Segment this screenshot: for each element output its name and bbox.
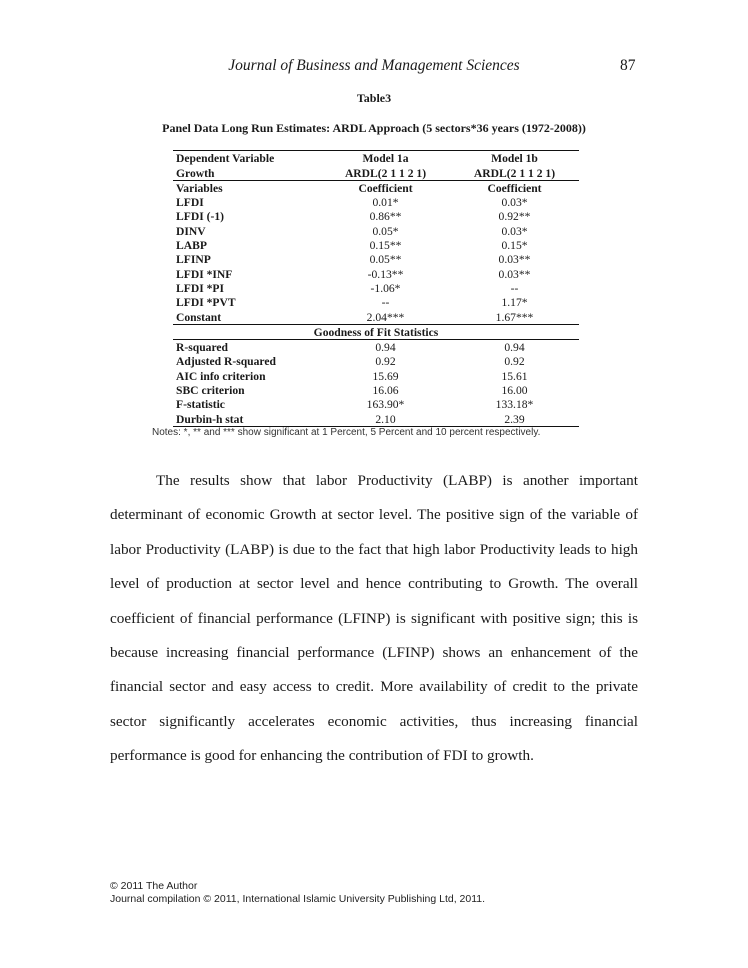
variable-cell: LFDI (-1) [176,210,224,224]
table-label: Table3 [356,91,392,105]
journal-title: Journal of Business and Management Sciences [228,57,520,74]
value-cell: 0.94 [504,341,525,355]
table-row [173,397,579,411]
table-row [173,309,579,324]
footer-copyright: © 2011 The Author [110,880,198,892]
table-subheader-row [173,180,579,195]
statistic-cell: R-squared [176,341,228,355]
header-cell: ARDL(2 1 1 2 1) [450,165,579,180]
table-row [173,281,579,295]
table-row [173,295,579,309]
value-cell: 2.39 [450,411,579,426]
variable-cell: LFINP [176,253,211,267]
table-header-row [173,165,579,180]
variable-cell: Constant [176,310,222,324]
value-cell: 0.05** [369,253,402,267]
table-row [173,252,579,266]
table-row [173,238,579,252]
value-cell: 0.03** [498,267,531,281]
value-cell: -0.13** [367,267,404,281]
table-row [173,266,579,280]
value-cell: 163.90* [366,398,405,412]
table-row [173,354,579,368]
gof-title-row [173,324,579,339]
value-cell: 133.18* [495,398,534,412]
body-text [110,464,638,774]
variable-cell: LFDI [176,196,204,210]
value-cell: 0.92 [504,355,525,369]
table-row [173,209,579,223]
header-cell: Growth [173,165,321,180]
variable-cell: LFDI *PI [176,281,224,295]
gof-title: Goodness of Fit Statistics [173,324,579,339]
value-cell: 0.92 [375,355,396,369]
statistic-cell: F-statistic [176,398,225,412]
table-row [173,223,579,237]
value-cell: 0.03* [501,196,528,210]
value-cell: 0.03* [501,224,528,238]
variable-cell: LFDI *PVT [176,296,236,310]
value-cell: -- [510,281,519,295]
statistic-cell: AIC info criterion [176,369,266,383]
table-notes: Notes: *, ** and *** show significant at 1 Percent, 5 Percent and 10 percent respectively. [152,427,541,438]
value-cell: 0.86** [369,210,402,224]
table-row [173,339,579,354]
value-cell: 0.94 [375,341,396,355]
subheader-cell: Variables [176,181,223,195]
body-paragraph: The results show that labor Productivity (LABP) is another important determinant of economic Growth at sector level. The positive sign of the variable of labor Productivity (LABP) is due to the fact that high labor Productivity leads to high level of production at sector level and hence contributing to Growth. The overall coefficient of financial performance (LFINP) is significant with positive sign; this is because increasing financial performance (LFINP) shows an enhancement of the financial sector and easy access to credit. More availability of credit to the private sector significantly accelerates economic activities, thus increasing financial performance is good for enhancing the contribution of FDI to growth. [110,472,638,765]
subheader-cell: Coefficient [358,181,413,195]
value-cell: 2.04*** [366,310,405,324]
value-cell: 0.15* [501,239,528,253]
table-row [173,383,579,397]
variable-cell: LABP [176,239,207,253]
value-cell: -1.06* [370,281,401,295]
value-cell: -- [381,296,390,310]
value-cell: 2.10 [321,411,450,426]
value-cell: 0.15** [369,239,402,253]
value-cell: 0.05* [372,224,399,238]
variable-cell: DINV [176,224,206,238]
variable-cell: LFDI *INF [176,267,233,281]
table-row [173,368,579,382]
value-cell: 1.67*** [495,310,534,324]
statistic-cell: SBC criterion [176,384,245,398]
header-cell: Dependent Variable [173,151,321,166]
estimates-table [173,150,579,427]
header-cell: Model 1b [450,151,579,166]
table-header-row [173,151,579,166]
value-cell: 0.92** [498,210,531,224]
value-cell: 15.61 [501,369,528,383]
header-cell: ARDL(2 1 1 2 1) [321,165,450,180]
value-cell: 16.00 [501,384,528,398]
table-row [173,195,579,209]
value-cell: 0.03** [498,253,531,267]
value-cell: 15.69 [372,369,399,383]
statistic-cell: Durbin-h stat [173,411,321,426]
table-title: Panel Data Long Run Estimates: ARDL Approach (5 sectors*36 years (1972-2008)) [162,121,586,135]
subheader-cell: Coefficient [487,181,542,195]
statistic-cell: Adjusted R-squared [176,355,276,369]
header-cell: Model 1a [321,151,450,166]
footer-compilation: Journal compilation © 2011, International Islamic University Publishing Ltd, 2011. [110,893,486,905]
page-number: 87 [620,57,636,74]
value-cell: 16.06 [372,384,399,398]
value-cell: 0.01* [372,196,399,210]
table-row [173,411,579,426]
value-cell: 1.17* [501,296,528,310]
